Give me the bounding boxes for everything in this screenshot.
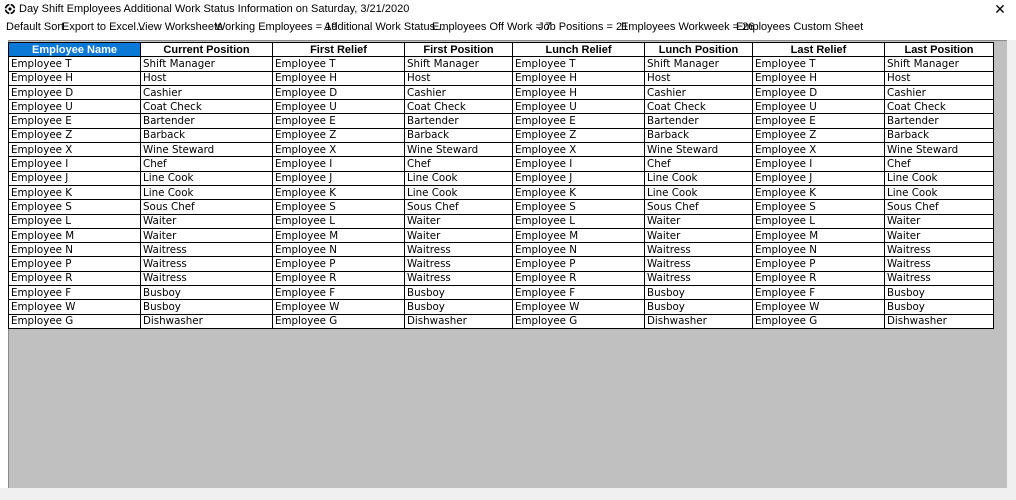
table-cell[interactable]: Employee L <box>273 214 405 228</box>
table-cell[interactable]: Line Cook <box>405 171 513 185</box>
table-cell[interactable]: Waiter <box>141 228 273 242</box>
table-cell[interactable]: Employee T <box>273 57 405 71</box>
table-cell[interactable]: Employee I <box>513 157 645 171</box>
table-cell[interactable]: Waitress <box>645 243 753 257</box>
table-cell[interactable]: Employee I <box>273 157 405 171</box>
table-cell[interactable]: Waiter <box>645 214 753 228</box>
table-cell[interactable]: Employee T <box>753 57 885 71</box>
table-cell[interactable]: Employee D <box>753 85 885 99</box>
table-cell[interactable]: Employee J <box>9 171 141 185</box>
column-header-first-relief[interactable]: First Relief <box>273 43 405 57</box>
table-row[interactable] <box>9 214 994 228</box>
column-header-last-position[interactable]: Last Position <box>885 43 994 57</box>
menu-additional-work-status[interactable]: Additional Work Status... <box>324 21 445 33</box>
table-cell[interactable]: Line Cook <box>405 185 513 199</box>
table-cell[interactable]: Busboy <box>885 286 994 300</box>
table-cell[interactable]: Shift Manager <box>405 57 513 71</box>
table-cell[interactable]: Employee W <box>9 300 141 314</box>
table-cell[interactable]: Employee J <box>273 171 405 185</box>
table-cell[interactable]: Employee T <box>513 57 645 71</box>
table-cell[interactable]: Line Cook <box>141 171 273 185</box>
table-cell[interactable]: Employee D <box>273 85 405 99</box>
table-cell[interactable]: Employee L <box>753 214 885 228</box>
table-cell[interactable]: Employee L <box>513 214 645 228</box>
table-row[interactable] <box>9 71 994 85</box>
table-cell[interactable]: Employee S <box>9 200 141 214</box>
table-cell[interactable]: Employee M <box>273 228 405 242</box>
table-cell[interactable]: Employee U <box>273 100 405 114</box>
table-cell[interactable]: Wine Steward <box>645 143 753 157</box>
table-cell[interactable]: Employee W <box>513 300 645 314</box>
table-cell[interactable]: Employee P <box>753 257 885 271</box>
table-cell[interactable]: Waitress <box>645 271 753 285</box>
table-cell[interactable]: Shift Manager <box>141 57 273 71</box>
table-cell[interactable]: Chef <box>141 157 273 171</box>
table-cell[interactable]: Dishwasher <box>645 314 753 328</box>
table-cell[interactable]: Employee K <box>9 185 141 199</box>
table-cell[interactable]: Chef <box>645 157 753 171</box>
table-row[interactable] <box>9 257 994 271</box>
table-cell[interactable]: Waiter <box>405 214 513 228</box>
table-cell[interactable]: Employee R <box>273 271 405 285</box>
table-cell[interactable]: Waitress <box>141 271 273 285</box>
table-cell[interactable]: Bartender <box>141 114 273 128</box>
table-row[interactable] <box>9 185 994 199</box>
table-row[interactable] <box>9 85 994 99</box>
table-cell[interactable]: Employee F <box>9 286 141 300</box>
table-cell[interactable]: Employee E <box>273 114 405 128</box>
table-row[interactable] <box>9 100 994 114</box>
table-row[interactable] <box>9 171 994 185</box>
table-row[interactable] <box>9 157 994 171</box>
table-cell[interactable]: Busboy <box>141 286 273 300</box>
table-cell[interactable]: Employee N <box>273 243 405 257</box>
table-cell[interactable]: Cashier <box>645 85 753 99</box>
table-cell[interactable]: Employee K <box>513 185 645 199</box>
table-cell[interactable]: Coat Check <box>885 100 994 114</box>
table-cell[interactable]: Employee M <box>513 228 645 242</box>
table-cell[interactable]: Employee X <box>9 143 141 157</box>
menu-bar <box>0 19 1016 35</box>
table-cell[interactable]: Bartender <box>885 114 994 128</box>
table-cell[interactable]: Employee X <box>513 143 645 157</box>
table-cell[interactable]: Wine Steward <box>141 143 273 157</box>
table-cell[interactable]: Employee F <box>273 286 405 300</box>
table-cell[interactable]: Employee S <box>513 200 645 214</box>
table-cell[interactable]: Employee D <box>9 85 141 99</box>
table-cell[interactable]: Employee G <box>273 314 405 328</box>
table-cell[interactable]: Employee S <box>753 200 885 214</box>
table-cell[interactable]: Coat Check <box>645 100 753 114</box>
table-cell[interactable]: Employee H <box>273 71 405 85</box>
table-cell[interactable]: Waiter <box>885 214 994 228</box>
table-cell[interactable]: Employee W <box>273 300 405 314</box>
table-cell[interactable]: Employee J <box>753 171 885 185</box>
table-cell[interactable]: Employee Z <box>9 128 141 142</box>
table-cell[interactable]: Waitress <box>885 243 994 257</box>
table-cell[interactable]: Sous Chef <box>885 200 994 214</box>
table-cell[interactable]: Sous Chef <box>645 200 753 214</box>
table-cell[interactable]: Employee N <box>513 243 645 257</box>
table-cell[interactable]: Employee J <box>513 171 645 185</box>
table-cell[interactable]: Bartender <box>645 114 753 128</box>
table-cell[interactable]: Employee G <box>513 314 645 328</box>
column-header-first-position[interactable]: First Position <box>405 43 513 57</box>
table-cell[interactable]: Sous Chef <box>405 200 513 214</box>
table-cell[interactable]: Waitress <box>885 271 994 285</box>
bottom-border <box>0 488 1016 500</box>
table-cell[interactable]: Employee R <box>9 271 141 285</box>
close-icon: ✕ <box>994 1 1006 17</box>
table-cell[interactable]: Employee T <box>9 57 141 71</box>
table-cell[interactable]: Employee H <box>513 85 645 99</box>
table-cell[interactable]: Busboy <box>141 300 273 314</box>
column-header-employee-name[interactable]: Employee Name <box>9 43 141 57</box>
table-cell[interactable]: Employee Z <box>753 128 885 142</box>
table-cell[interactable]: Waitress <box>645 257 753 271</box>
table-cell[interactable]: Employee R <box>513 271 645 285</box>
table-cell[interactable]: Employee P <box>9 257 141 271</box>
table-cell[interactable]: Employee U <box>753 100 885 114</box>
column-header-current-position[interactable]: Current Position <box>141 43 273 57</box>
table-cell[interactable]: Coat Check <box>405 100 513 114</box>
table-row[interactable] <box>9 114 994 128</box>
table-cell[interactable]: Waitress <box>885 257 994 271</box>
table-cell[interactable]: Employee H <box>753 71 885 85</box>
table-cell[interactable]: Employee M <box>9 228 141 242</box>
table-cell[interactable]: Employee P <box>273 257 405 271</box>
table-cell[interactable]: Host <box>141 71 273 85</box>
menu-default-sort[interactable]: Default Sort <box>6 21 65 33</box>
table-cell[interactable]: Cashier <box>141 85 273 99</box>
window-title: Day Shift Employees Additional Work Status Information on Saturday, 3/21/2020 <box>19 3 410 15</box>
menu-employees-custom-sheet[interactable]: Employees Custom Sheet <box>736 21 864 33</box>
table-cell[interactable]: Chef <box>885 157 994 171</box>
table-cell[interactable]: Employee H <box>513 71 645 85</box>
table-cell[interactable]: Bartender <box>405 114 513 128</box>
table-cell[interactable]: Employee K <box>273 185 405 199</box>
table-cell[interactable]: Shift Manager <box>645 57 753 71</box>
table-cell[interactable]: Employee U <box>513 100 645 114</box>
right-border <box>1007 40 1016 488</box>
table-cell[interactable]: Busboy <box>405 300 513 314</box>
header-row <box>9 43 994 57</box>
table-cell[interactable]: Waitress <box>405 257 513 271</box>
table-cell[interactable]: Busboy <box>885 300 994 314</box>
table-cell[interactable]: Waitress <box>405 271 513 285</box>
table-row[interactable] <box>9 200 994 214</box>
table-row[interactable] <box>9 314 994 328</box>
table-cell[interactable]: Busboy <box>645 286 753 300</box>
table-cell[interactable]: Coat Check <box>141 100 273 114</box>
table-cell[interactable]: Cashier <box>405 85 513 99</box>
table-cell[interactable]: Chef <box>405 157 513 171</box>
menu-working-employees[interactable]: Working Employees = 19 <box>215 21 338 33</box>
table-cell[interactable]: Sous Chef <box>141 200 273 214</box>
table-cell[interactable]: Line Cook <box>885 185 994 199</box>
table-cell[interactable]: Waitress <box>141 243 273 257</box>
table-row[interactable] <box>9 128 994 142</box>
column-header-lunch-position[interactable]: Lunch Position <box>645 43 753 57</box>
table-cell[interactable]: Employee E <box>513 114 645 128</box>
table-cell[interactable]: Employee N <box>9 243 141 257</box>
table-cell[interactable]: Shift Manager <box>885 57 994 71</box>
column-header-lunch-relief[interactable]: Lunch Relief <box>513 43 645 57</box>
grid-body <box>9 57 994 329</box>
table-cell[interactable]: Employee G <box>9 314 141 328</box>
table-cell[interactable]: Busboy <box>645 300 753 314</box>
menu-view-worksheets[interactable]: View Worksheets <box>138 21 223 33</box>
table-cell[interactable]: Employee S <box>273 200 405 214</box>
table-cell[interactable]: Employee H <box>9 71 141 85</box>
table-cell[interactable]: Host <box>405 71 513 85</box>
table-row[interactable] <box>9 271 994 285</box>
table-cell[interactable]: Waiter <box>405 228 513 242</box>
table-row[interactable] <box>9 143 994 157</box>
table-cell[interactable]: Employee Z <box>513 128 645 142</box>
table-cell[interactable]: Employee P <box>513 257 645 271</box>
table-cell[interactable]: Barback <box>141 128 273 142</box>
table-cell[interactable]: Barback <box>645 128 753 142</box>
table-cell[interactable]: Wine Steward <box>405 143 513 157</box>
table-cell[interactable]: Barback <box>405 128 513 142</box>
table-cell[interactable]: Employee U <box>9 100 141 114</box>
table-cell[interactable]: Barback <box>885 128 994 142</box>
table-cell[interactable]: Dishwasher <box>405 314 513 328</box>
table-cell[interactable]: Line Cook <box>141 185 273 199</box>
table-cell[interactable]: Employee F <box>513 286 645 300</box>
table-row[interactable] <box>9 286 994 300</box>
menu-employees-off-work[interactable]: Employees Off Work = 7 <box>432 21 552 33</box>
table-cell[interactable]: Employee X <box>753 143 885 157</box>
table-cell[interactable]: Employee K <box>753 185 885 199</box>
table-cell[interactable]: Employee F <box>753 286 885 300</box>
table-row[interactable] <box>9 243 994 257</box>
table-cell[interactable]: Line Cook <box>885 171 994 185</box>
table-row[interactable] <box>9 300 994 314</box>
table-cell[interactable]: Employee G <box>753 314 885 328</box>
table-cell[interactable]: Waiter <box>645 228 753 242</box>
table-cell[interactable]: Wine Steward <box>885 143 994 157</box>
menu-employees-workweek[interactable]: Employees Workweek = 26 <box>621 21 755 33</box>
gear-icon[interactable] <box>4 3 16 15</box>
table-cell[interactable]: Employee E <box>9 114 141 128</box>
table-cell[interactable]: Employee N <box>753 243 885 257</box>
table-cell[interactable]: Line Cook <box>645 171 753 185</box>
table-cell[interactable]: Dishwasher <box>141 314 273 328</box>
title-bar <box>0 0 1016 18</box>
table-row[interactable] <box>9 228 994 242</box>
close-button[interactable] <box>984 0 1016 18</box>
table-cell[interactable]: Employee L <box>9 214 141 228</box>
table-cell[interactable]: Employee I <box>9 157 141 171</box>
table-cell[interactable]: Employee R <box>753 271 885 285</box>
table-cell[interactable]: Line Cook <box>645 185 753 199</box>
table-cell[interactable]: Host <box>645 71 753 85</box>
table-cell[interactable]: Busboy <box>405 286 513 300</box>
table-cell[interactable]: Cashier <box>885 85 994 99</box>
table-cell[interactable]: Employee E <box>753 114 885 128</box>
column-header-last-relief[interactable]: Last Relief <box>753 43 885 57</box>
table-cell[interactable]: Employee M <box>753 228 885 242</box>
table-row[interactable] <box>9 57 994 71</box>
menu-job-positions[interactable]: Job Positions = 21 <box>538 21 629 33</box>
table-cell[interactable]: Waiter <box>885 228 994 242</box>
table-cell[interactable]: Employee Z <box>273 128 405 142</box>
table-cell[interactable]: Employee X <box>273 143 405 157</box>
table-cell[interactable]: Host <box>885 71 994 85</box>
table-cell[interactable]: Waitress <box>405 243 513 257</box>
menu-export-to-excel[interactable]: Export to Excel... <box>62 21 146 33</box>
table-cell[interactable]: Employee I <box>753 157 885 171</box>
table-cell[interactable]: Waiter <box>141 214 273 228</box>
table-cell[interactable]: Employee W <box>753 300 885 314</box>
table-cell[interactable]: Dishwasher <box>885 314 994 328</box>
table-cell[interactable]: Waitress <box>141 257 273 271</box>
employee-grid <box>8 42 994 329</box>
